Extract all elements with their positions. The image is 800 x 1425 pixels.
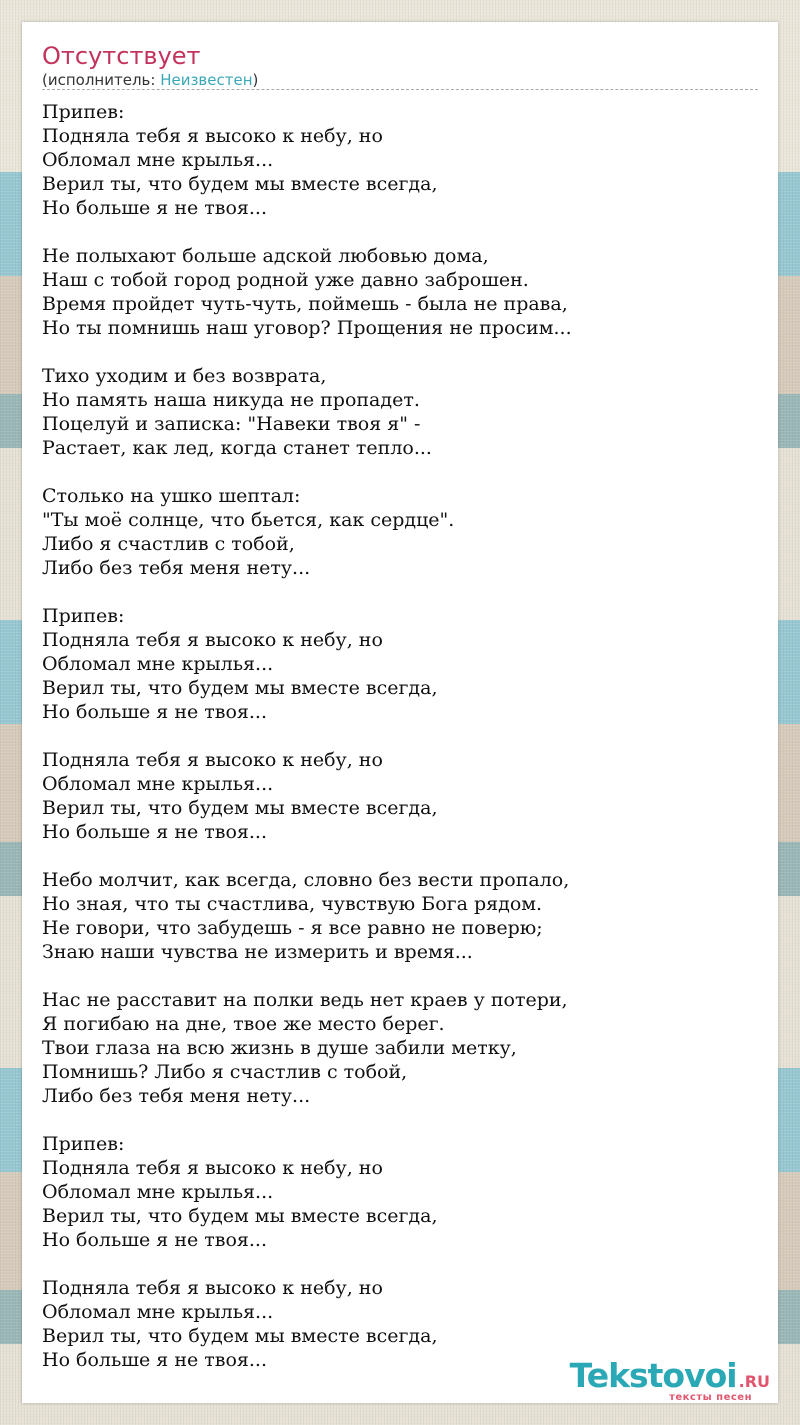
lyric-line: Растает, как лед, когда станет тепло... [42,437,432,459]
lyric-line: Но ты помнишь наш уговор? Прощения не просим... [42,317,572,339]
lyric-line: Припев: [42,605,125,627]
lyric-line: Но память наша никуда не пропадет. [42,389,420,411]
lyrics-text [42,100,762,1396]
lyric-line: Но больше я не твоя... [42,821,268,843]
logo-tagline: тексты песен [669,1392,752,1403]
lyrics-card [22,22,778,1403]
lyrics-stanza [42,484,762,580]
lyric-line: Небо молчит, как всегда, словно без вести пропало, [42,869,570,891]
lyric-line: Либо без тебя меня нету... [42,557,311,579]
lyric-line: Не полыхают больше адской любовью дома, [42,245,489,267]
lyric-line: Обломал мне крылья... [42,1181,274,1203]
lyric-line: Знаю наши чувства не измерить и время... [42,941,473,963]
lyric-line: Подняла тебя я высоко к небу, но [42,1277,383,1299]
lyrics-stanza [42,100,762,220]
lyrics-stanza [42,748,762,844]
lyric-line: Тихо уходим и без возврата, [42,365,327,387]
lyric-line: Не говори, что забудешь - я все равно не поверю; [42,917,543,939]
song-header [42,42,758,90]
lyric-line: Либо я счастлив с тобой, [42,533,295,555]
lyric-line: Припев: [42,101,125,123]
lyric-line: Верил ты, что будем мы вместе всегда, [42,677,438,699]
lyric-line: Столько на ушко шептал: [42,485,301,507]
lyric-line: Но больше я не твоя... [42,1349,268,1371]
lyric-line: Подняла тебя я высоко к небу, но [42,1157,383,1179]
artist-prefix: (исполнитель: [42,71,161,89]
lyric-line: Время пройдет чуть-чуть, поймешь - была не права, [42,293,568,315]
artist-suffix: ) [252,71,259,89]
lyrics-stanza [42,868,762,964]
lyric-line: Обломал мне крылья... [42,149,274,171]
lyric-line: Но больше я не твоя... [42,701,268,723]
lyric-line: Верил ты, что будем мы вместе всегда, [42,1325,438,1347]
lyric-line: Подняла тебя я высоко к небу, но [42,629,383,651]
lyric-line: Но зная, что ты счастлива, чувствую Бога рядом. [42,893,543,915]
artist-line [42,70,758,90]
lyric-line: Но больше я не твоя... [42,197,268,219]
lyrics-stanza [42,604,762,724]
logo-name: Tekstovoi [569,1356,737,1395]
lyrics-stanza [42,364,762,460]
logo-tld: .RU [738,1372,770,1391]
header-divider [42,89,758,90]
lyric-line: Верил ты, что будем мы вместе всегда, [42,797,438,819]
site-logo[interactable] [560,1356,770,1403]
lyric-line: Припев: [42,1133,125,1155]
lyric-line: Подняла тебя я высоко к небу, но [42,125,383,147]
lyric-line: Твои глаза на всю жизнь в душе забили метку, [42,1037,517,1059]
lyric-line: Наш с тобой город родной уже давно заброшен. [42,269,529,291]
lyrics-stanza [42,244,762,340]
lyric-line: Обломал мне крылья... [42,1301,274,1323]
lyric-line: Обломал мне крылья... [42,653,274,675]
lyric-line: Верил ты, что будем мы вместе всегда, [42,1205,438,1227]
artist-link[interactable]: Неизвестен [160,71,253,89]
lyric-line: Поцелуй и записка: "Навеки твоя я" - [42,413,421,435]
song-title: Отсутствует [42,42,201,70]
lyric-line: Подняла тебя я высоко к небу, но [42,749,383,771]
lyric-line: Но больше я не твоя... [42,1229,268,1251]
lyric-line: Либо без тебя меня нету... [42,1085,311,1107]
lyric-line: Обломал мне крылья... [42,773,274,795]
lyrics-stanza [42,988,762,1108]
lyrics-stanza [42,1132,762,1252]
lyric-line: Верил ты, что будем мы вместе всегда, [42,173,438,195]
lyric-line: "Ты моё солнце, что бьется, как сердце". [42,509,455,531]
lyric-line: Нас не расставит на полки ведь нет краев у потери, [42,989,568,1011]
lyric-line: Я погибаю на дне, твое же место берег. [42,1013,445,1035]
lyric-line: Помнишь? Либо я счастлив с тобой, [42,1061,408,1083]
